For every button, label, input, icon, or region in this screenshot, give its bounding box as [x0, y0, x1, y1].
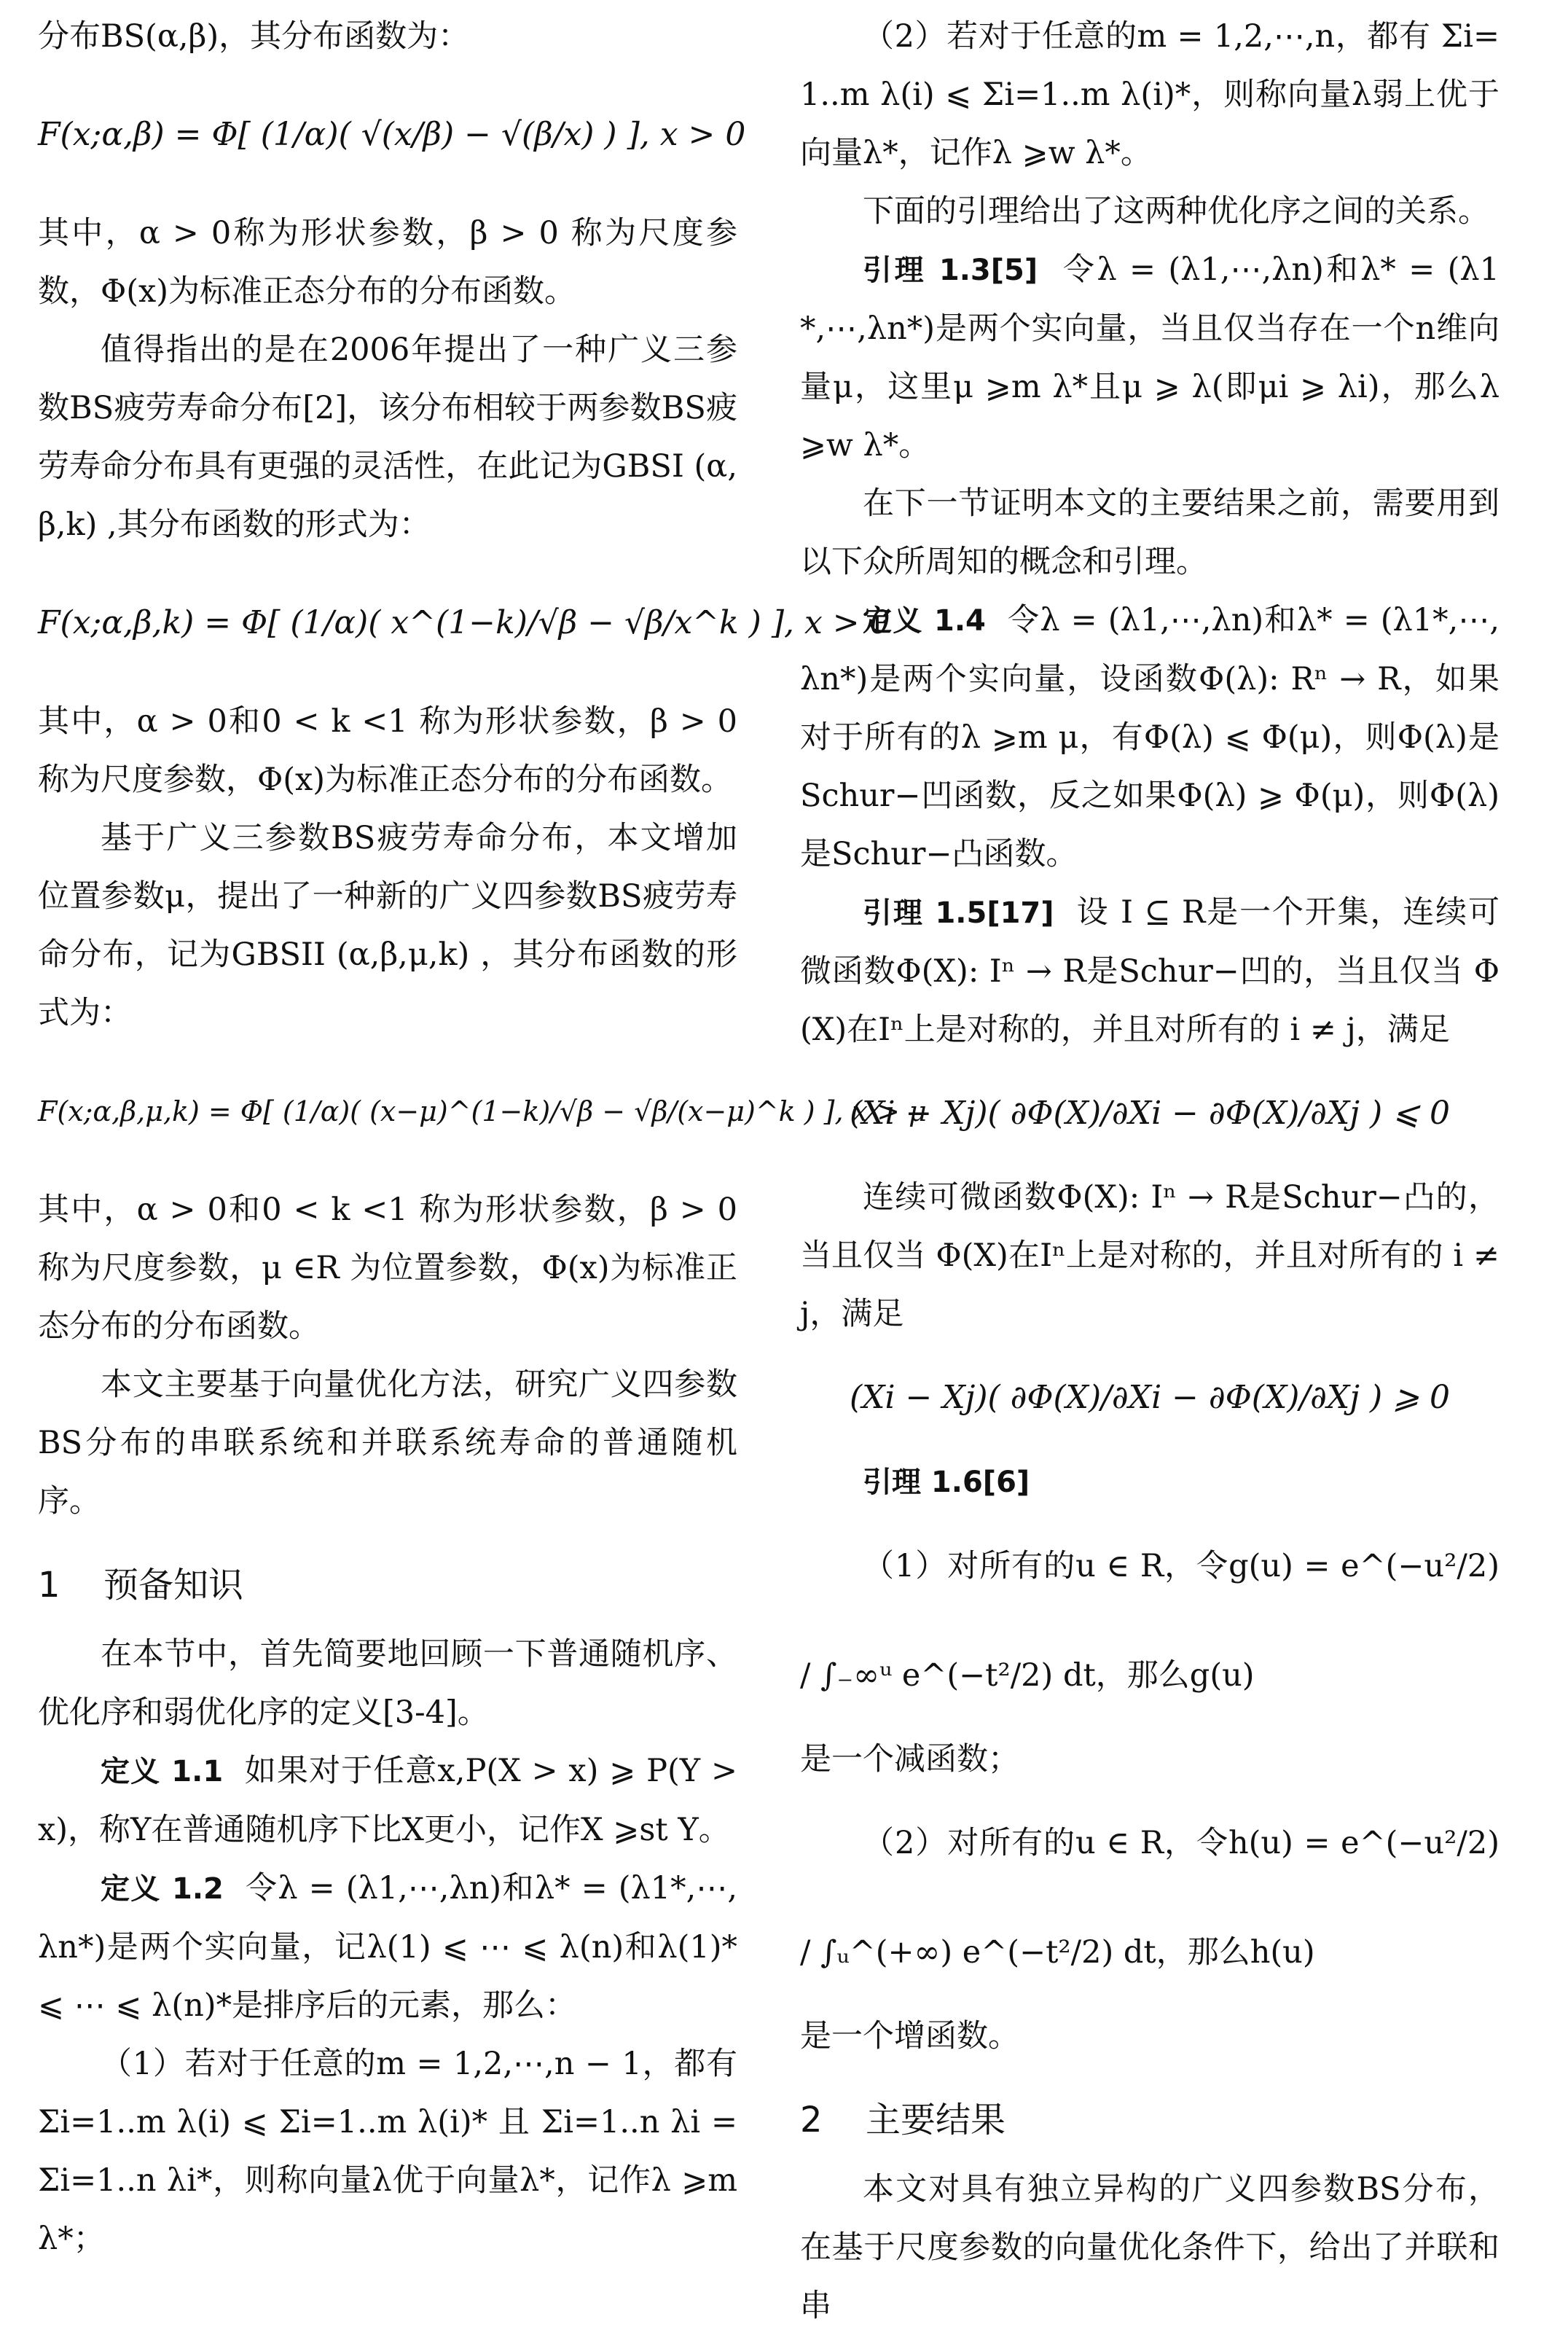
section-title: 主要结果 — [866, 2100, 1006, 2140]
paragraph: 其中，α > 0称为形状参数，β > 0 称为尺度参数，Φ(x)为标准正态分布的分布函数。 — [38, 215, 737, 310]
definition-label: 定义 1.1 — [101, 1755, 224, 1788]
lemma-label: 引理 1.3[5] — [863, 254, 1038, 287]
section-number: 1 — [38, 1565, 60, 1605]
section-number: 2 — [800, 2100, 823, 2140]
lemma-item: （2）对所有的u ∈ R，令h(u) = e^(−u²/2) / ∫ᵤ^(+∞) e^(−t²/2) dt，那么h(u) — [800, 1825, 1500, 1971]
paragraph: 在下一节证明本文的主要结果之前，需要用到以下众所周知的概念和引理。 — [800, 485, 1500, 580]
equation-schur-convex: (Xi − Xj)( ∂Φ(X)/∂Xi − ∂Φ(X)/∂Xj ) ⩾ 0 — [850, 1379, 1450, 1416]
paragraph: 其中，α > 0和0 < k <1 称为形状参数，β > 0 称为尺度参数，Φ(x)为标准正态分布的分布函数。 — [38, 703, 737, 798]
lemma-label: 引理 1.5[17] — [863, 896, 1054, 930]
section-title: 预备知识 — [103, 1565, 244, 1605]
lemma-item: （1）对所有的u ∈ R，令g(u) = e^(−u²/2) / ∫₋∞ᵘ e^(−t²/2) dt，那么g(u) — [800, 1548, 1500, 1694]
lemma-item-tail: 是一个增函数。 — [800, 2018, 1019, 2054]
paragraph: 本文主要基于向量优化方法，研究广义四参数BS分布的串联系统和并联系统寿命的普通随机序。 — [38, 1366, 737, 1519]
lemma-1-6 — [800, 1452, 1500, 1511]
section-heading-2 — [800, 2087, 1500, 2153]
equation-bs-cdf: F(x;α,β) = Φ[ (1/α)( √(x/β) − √(β/x) ) ], x > 0 — [38, 116, 746, 153]
paragraph: 本文对具有独立异构的广义四参数BS分布，在基于尺度参数的向量优化条件下，给出了并联和串 — [800, 2171, 1500, 2324]
paragraph: 连续可微函数Φ(X): Iⁿ → R是Schur−凸的，当且仅当 Φ(X)在Iⁿ上是对称的，并且对所有的 i ≠ j，满足 — [800, 1179, 1500, 1332]
lemma-item-tail: 是一个减函数； — [800, 1741, 1019, 1777]
definition-text: 令λ = (λ1,⋯,λn)和λ* = (λ1*,⋯,λn*)是两个实向量，设函数Φ(λ): Rⁿ → R，如果对于所有的λ ⩾m μ，有Φ(λ) ⩽ Φ(μ)，则Φ(λ)是Schur−凹函数，反之如果Φ(λ) ⩾ Φ(μ)，则Φ(λ)是Schur−凸函数。 — [800, 602, 1500, 872]
definition-item: （2）若对于任意的m = 1,2,⋯,n，都有 Σi=1..m λ(i) ⩽ Σi=1..m λ(i)*，则称向量λ弱上优于向量λ*，记作λ ⩾w λ*。 — [800, 18, 1500, 171]
lemma-1-5 — [800, 883, 1500, 1059]
lemma-text: 令λ = (λ1,⋯,λn)和λ* = (λ1*,⋯,λn*)是两个实向量，当且仅当存在一个n维向量μ，这里μ ⩾m λ*且μ ⩾ λ(即μi ⩾ λi)，那么λ ⩾w λ*。 — [800, 251, 1500, 464]
paragraph: 基于广义三参数BS疲劳寿命分布，本文增加位置参数μ，提出了一种新的广义四参数BS疲劳寿命分布，记为GBSII (α,β,μ,k) ，其分布函数的形式为： — [38, 820, 737, 1031]
lemma-text: 设 I ⊆ R是一个开集，连续可微函数Φ(X): Iⁿ → R是Schur−凹的，当且仅当 Φ(X)在Iⁿ上是对称的，并且对所有的 i ≠ j，满足 — [800, 894, 1500, 1048]
equation-gbsi-cdf: F(x;α,β,k) = Φ[ (1/α)( x^(1−k)/√β − √β/x^k ) ], x > 0 — [38, 604, 890, 641]
definition-text: 令λ = (λ1,⋯,λn)和λ* = (λ1*,⋯,λn*)是两个实向量，记λ(1) ⩽ ⋯ ⩽ λ(n)和λ(1)* ⩽ ⋯ ⩽ λ(n)*是排序后的元素，那么： — [38, 1870, 737, 2024]
equation-gbsii-cdf: F(x;α,β,μ,k) = Φ[ (1/α)( (x−μ)^(1−k)/√β − √β/(x−μ)^k ) ], x > μ — [38, 1095, 927, 1127]
paragraph: 值得指出的是在2006年提出了一种广义三参数BS疲劳寿命分布[2]，该分布相较于两参数BS疲劳寿命分布具有更强的灵活性，在此记为GBSI (α,β,k) ,其分布函数的形式为： — [38, 332, 737, 543]
definition-1-4 — [800, 591, 1500, 883]
section-heading-1 — [38, 1552, 737, 1618]
lemma-label: 引理 1.6[6] — [863, 1466, 1030, 1499]
paragraph: 下面的引理给出了这两种优化序之间的关系。 — [863, 193, 1489, 230]
lemma-1-3 — [800, 240, 1500, 474]
definition-label: 定义 1.4 — [863, 604, 986, 638]
right-column — [800, 7, 1500, 2335]
definition-1-1 — [38, 1742, 737, 1859]
definition-label: 定义 1.2 — [101, 1872, 224, 1906]
definition-text: 如果对于任意x,P(X > x) ⩾ P(Y > x)，称Y在普通随机序下比X更小，记作X ⩾st Y。 — [38, 1753, 737, 1848]
definition-item: （1）若对于任意的m = 1,2,⋯,n − 1，都有 Σi=1..m λ(i) ⩽ Σi=1..m λ(i)* 且 Σi=1..n λi = Σi=1..n λi*，则称向量λ优于向量λ*，记作λ ⩾m λ*； — [38, 2046, 737, 2257]
paragraph: 在本节中，首先简要地回顾一下普通随机序、优化序和弱优化序的定义[3-4]。 — [38, 1636, 737, 1731]
text-line: 分布BS(α,β)，其分布函数为： — [38, 18, 470, 55]
definition-1-2 — [38, 1859, 737, 2035]
equation-schur-concave: (Xi − Xj)( ∂Φ(X)/∂Xi − ∂Φ(X)/∂Xj ) ⩽ 0 — [850, 1095, 1450, 1132]
paragraph: 其中，α > 0和0 < k <1 称为形状参数，β > 0 称为尺度参数，μ ∈R 为位置参数，Φ(x)为标准正态分布的分布函数。 — [38, 1192, 737, 1345]
